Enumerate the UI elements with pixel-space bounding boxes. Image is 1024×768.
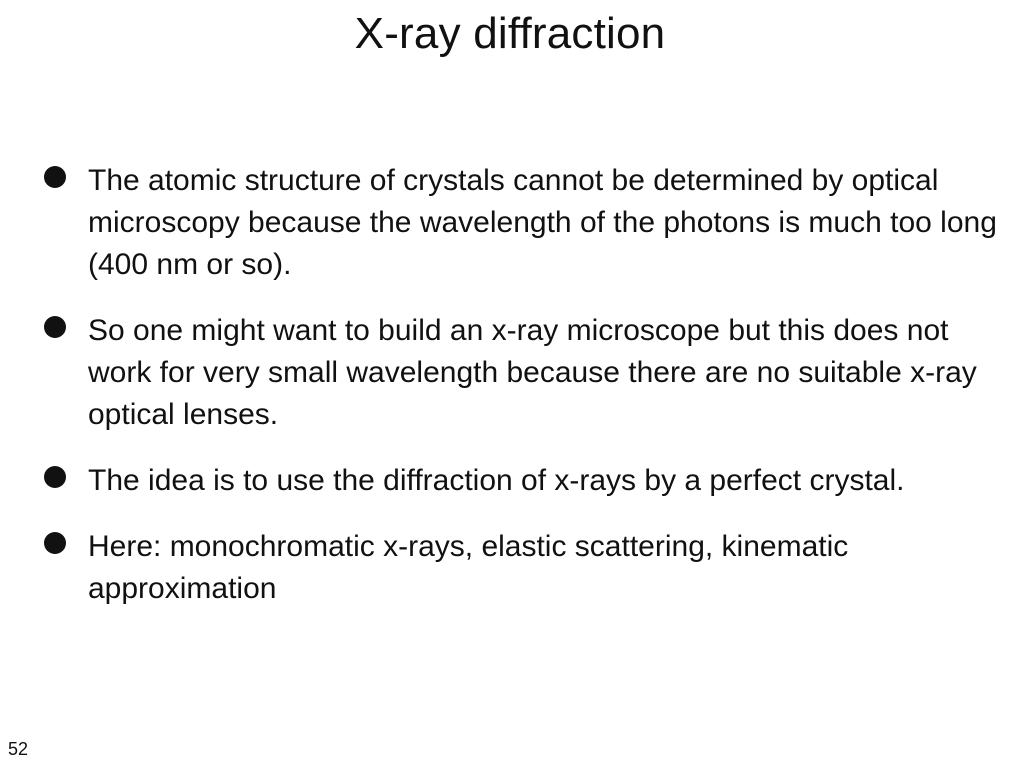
bullet-text: The idea is to use the diffraction of x-rays by a perfect crystal. [88, 464, 905, 497]
slide-title: X-ray diffraction [354, 9, 666, 58]
bullet-text: So one might want to build an x-ray microscope but this does not work for very small wavelength because there are no suitable x-ray optical lenses. [88, 314, 977, 431]
bullet-item [44, 310, 1012, 436]
bullet-icon [44, 316, 66, 338]
bullet-icon [44, 166, 66, 188]
bullet-item [44, 160, 1012, 286]
bullet-icon [44, 532, 66, 554]
page-number: 52 [8, 739, 29, 759]
bullet-icon [44, 466, 66, 488]
bullet-item [44, 460, 1012, 502]
bullet-text: Here: monochromatic x-rays, elastic scattering, kinematic approximation [88, 530, 849, 605]
bullet-item [44, 526, 1012, 610]
bullet-text: The atomic structure of crystals cannot be determined by optical microscopy because the wavelength of the photons is much too long (400 nm or so). [88, 164, 997, 281]
bullet-list [44, 160, 1012, 610]
